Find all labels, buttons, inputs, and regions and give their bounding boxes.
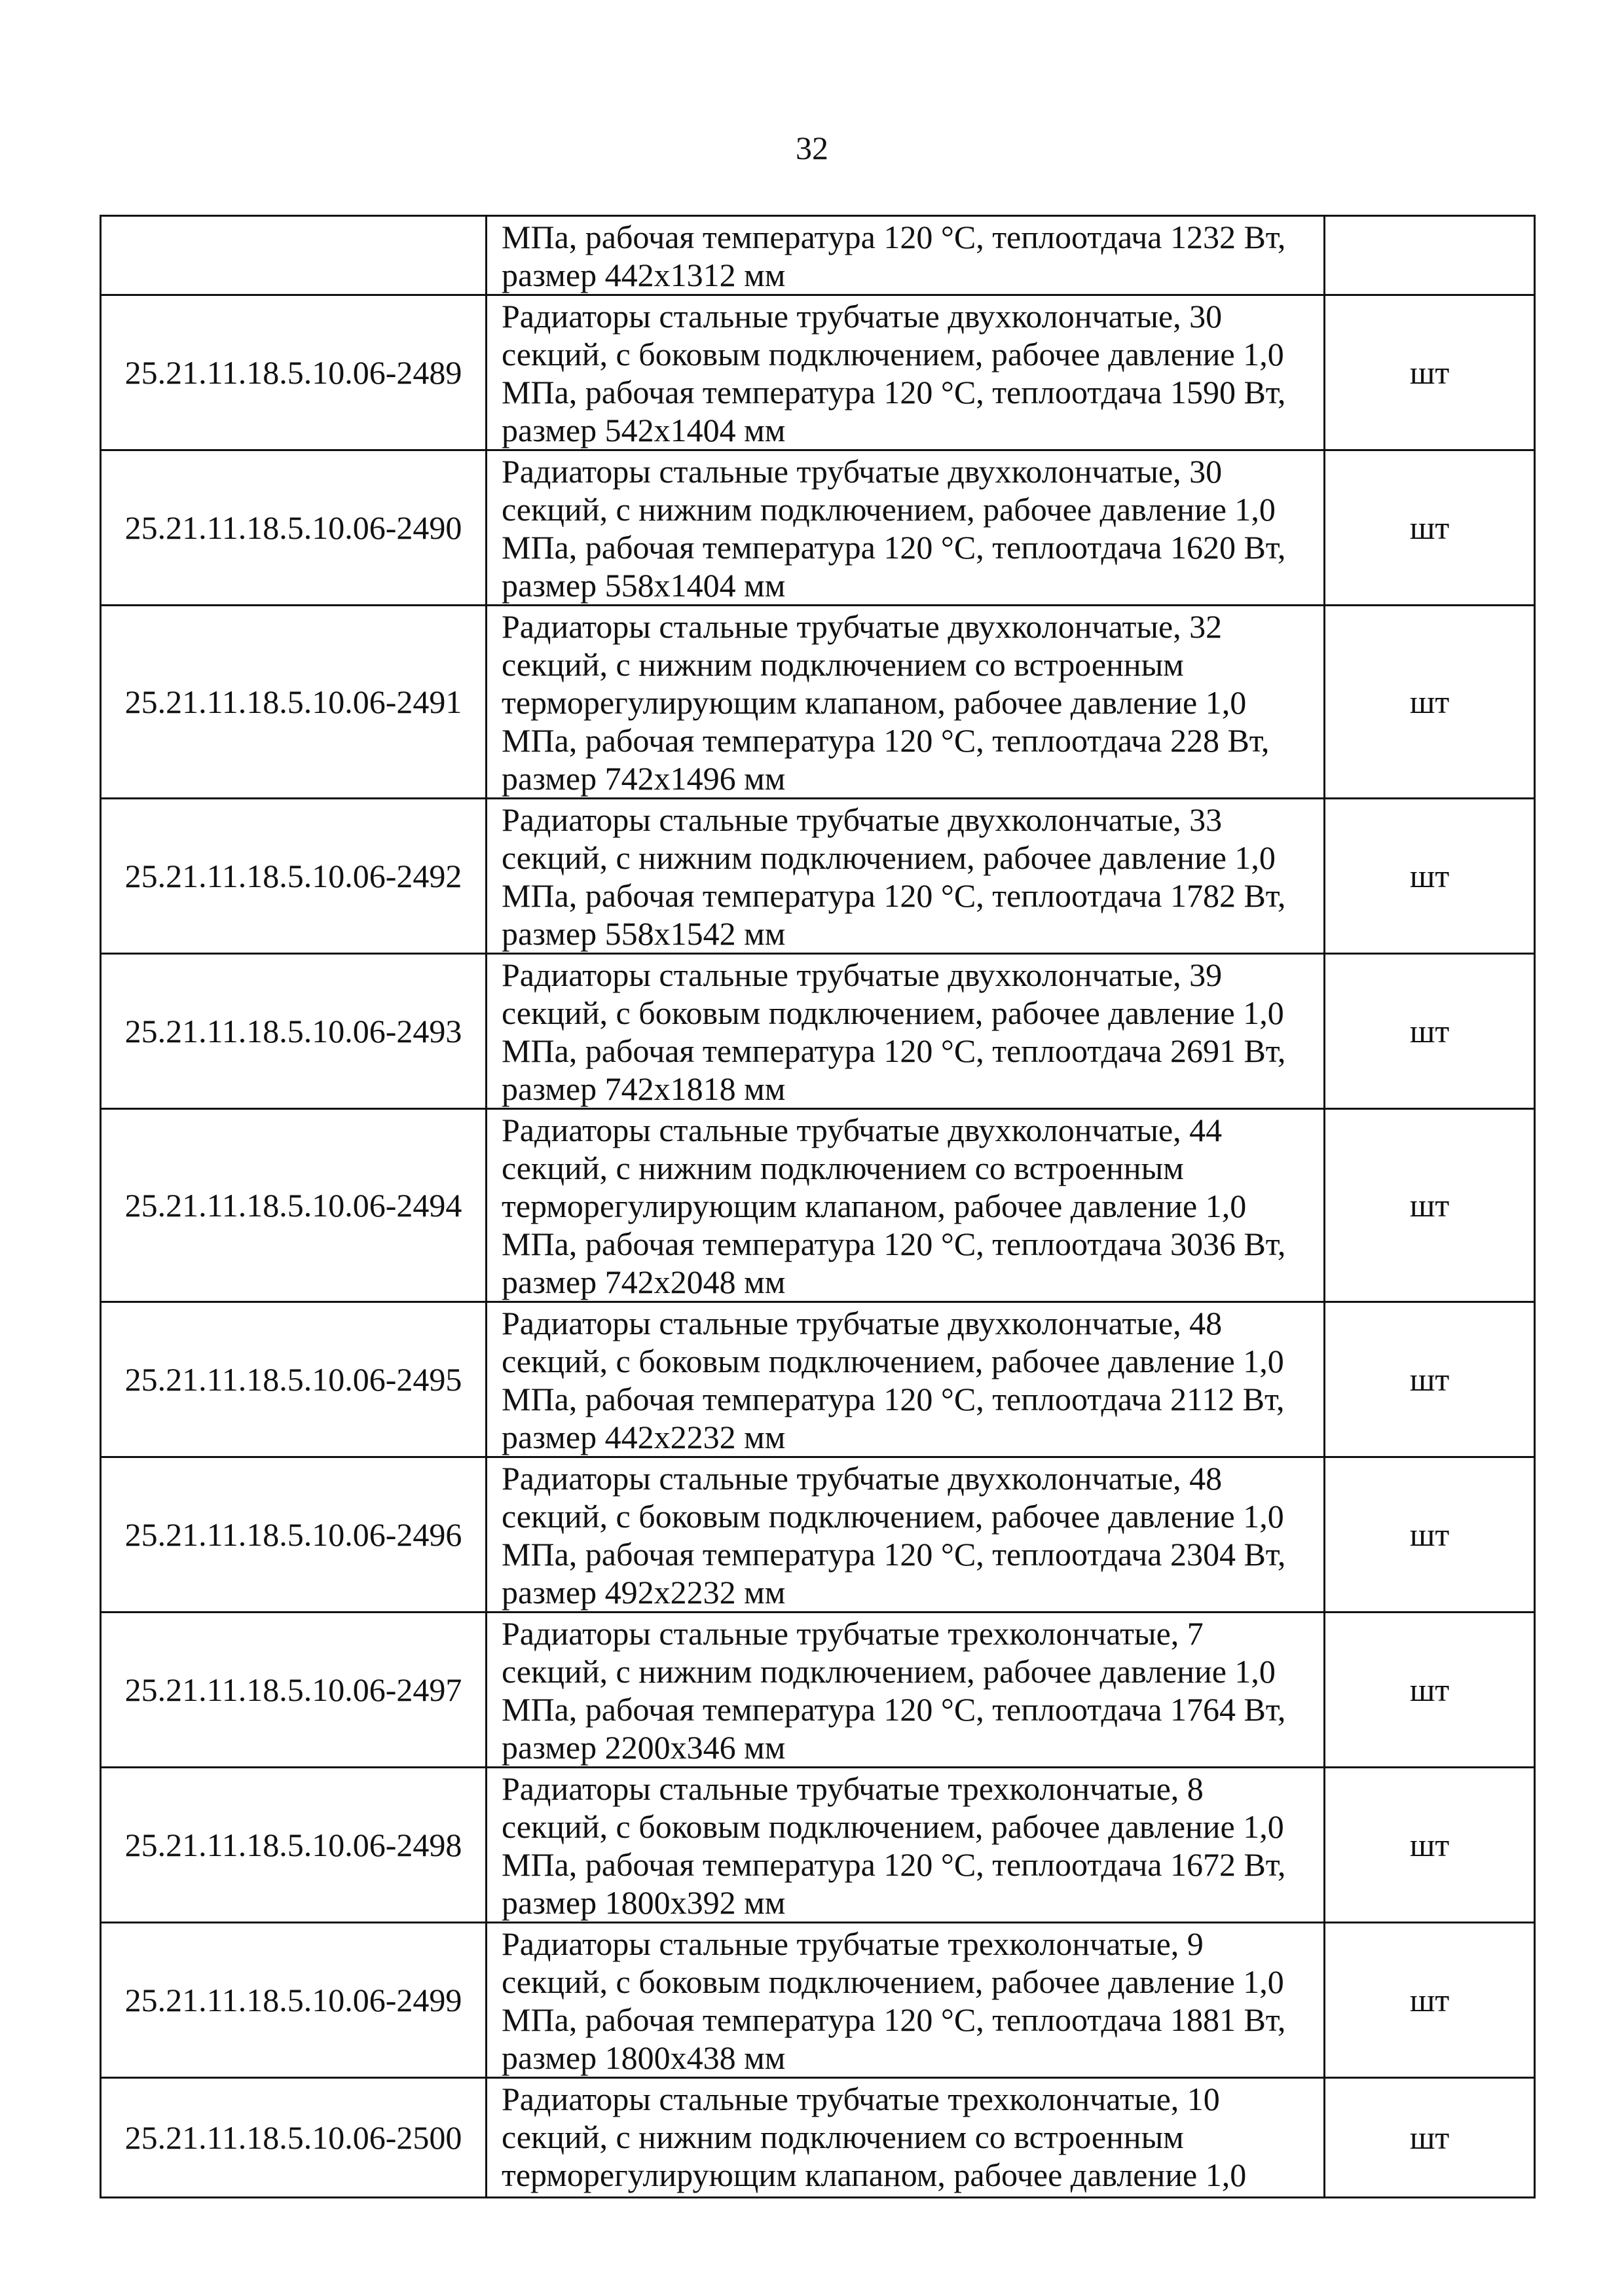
- description-line: размер 742х1496 мм: [502, 760, 786, 797]
- description-line: размер 1800х438 мм: [502, 2039, 786, 2076]
- item-description-cell: [487, 1457, 1325, 1613]
- description-line: размер 492х2232 мм: [502, 1574, 786, 1611]
- description-line: размер 558х1404 мм: [502, 567, 786, 604]
- table-row: [101, 1613, 1535, 1768]
- item-code-cell: 25.21.11.18.5.10.06-2499: [101, 1923, 487, 2078]
- table-row: [101, 1109, 1535, 1302]
- description-line: секций, с нижним подключением, рабочее давление 1,0: [502, 839, 1276, 876]
- unit-cell: шт: [1325, 606, 1535, 799]
- item-code-cell: 25.21.11.18.5.10.06-2498: [101, 1768, 487, 1923]
- description-line: секций, с боковым подключением, рабочее давление 1,0: [502, 1808, 1284, 1845]
- item-code-cell: 25.21.11.18.5.10.06-2497: [101, 1613, 487, 1768]
- item-description-cell: [487, 450, 1325, 606]
- unit-cell: шт: [1325, 1923, 1535, 2078]
- item-code-cell: [101, 216, 487, 295]
- description-line: МПа, рабочая температура 120 °С, теплоотдача 1764 Вт,: [502, 1691, 1286, 1728]
- description-line: Радиаторы стальные трубчатые двухколончатые, 48: [502, 1460, 1223, 1497]
- item-code-cell: 25.21.11.18.5.10.06-2494: [101, 1109, 487, 1302]
- description-line: МПа, рабочая температура 120 °С, теплоотдача 2691 Вт,: [502, 1032, 1286, 1069]
- item-description-cell: [487, 2078, 1325, 2198]
- item-description-cell: [487, 954, 1325, 1109]
- description-line: размер 442х2232 мм: [502, 1419, 786, 1455]
- description-line: размер 1800х392 мм: [502, 1884, 786, 1921]
- description-line: МПа, рабочая температура 120 °С, теплоотдача 2304 Вт,: [502, 1536, 1286, 1573]
- unit-cell: шт: [1325, 450, 1535, 606]
- description-line: секций, с нижним подключением, рабочее давление 1,0: [502, 491, 1276, 528]
- description-line: МПа, рабочая температура 120 °С, теплоотдача 1782 Вт,: [502, 877, 1286, 914]
- unit-cell: шт: [1325, 1302, 1535, 1457]
- description-line: Радиаторы стальные трубчатые двухколончатые, 39: [502, 957, 1223, 993]
- item-code-cell: 25.21.11.18.5.10.06-2493: [101, 954, 487, 1109]
- unit-cell: шт: [1325, 954, 1535, 1109]
- description-line: размер 442х1312 мм: [502, 257, 786, 293]
- unit-cell: шт: [1325, 1109, 1535, 1302]
- item-description-cell: [487, 295, 1325, 450]
- description-line: секций, с боковым подключением, рабочее давление 1,0: [502, 1963, 1284, 2000]
- table-row: [101, 1768, 1535, 1923]
- table-row: [101, 216, 1535, 295]
- table-row: [101, 799, 1535, 954]
- item-code-cell: 25.21.11.18.5.10.06-2490: [101, 450, 487, 606]
- description-line: размер 542х1404 мм: [502, 412, 786, 448]
- description-line: МПа, рабочая температура 120 °С, теплоотдача 2112 Вт,: [502, 1381, 1285, 1417]
- unit-cell: шт: [1325, 295, 1535, 450]
- description-line: секций, с боковым подключением, рабочее давление 1,0: [502, 994, 1284, 1031]
- item-code-cell: 25.21.11.18.5.10.06-2491: [101, 606, 487, 799]
- description-line: МПа, рабочая температура 120 °С, теплоотдача 3036 Вт,: [502, 1226, 1286, 1262]
- description-line: Радиаторы стальные трубчатые двухколончатые, 44: [502, 1112, 1223, 1148]
- item-code-cell: 25.21.11.18.5.10.06-2492: [101, 799, 487, 954]
- unit-cell: шт: [1325, 799, 1535, 954]
- description-line: Радиаторы стальные трубчатые трехколончатые, 8: [502, 1770, 1204, 1807]
- description-line: размер 2200х346 мм: [502, 1729, 786, 1766]
- description-line: размер 742х1818 мм: [502, 1070, 786, 1107]
- table-row: [101, 606, 1535, 799]
- description-line: Радиаторы стальные трубчатые трехколончатые, 7: [502, 1615, 1204, 1652]
- item-code-cell: 25.21.11.18.5.10.06-2495: [101, 1302, 487, 1457]
- table-row: [101, 2078, 1535, 2198]
- item-description-cell: [487, 1302, 1325, 1457]
- unit-cell: [1325, 216, 1535, 295]
- description-line: размер 558х1542 мм: [502, 915, 786, 952]
- specification-table-body: [101, 216, 1535, 2198]
- description-line: секций, с боковым подключением, рабочее давление 1,0: [502, 1498, 1284, 1535]
- item-code-cell: 25.21.11.18.5.10.06-2496: [101, 1457, 487, 1613]
- description-line: Радиаторы стальные трубчатые двухколончатые, 32: [502, 608, 1223, 645]
- description-line: Радиаторы стальные трубчатые двухколончатые, 33: [502, 801, 1223, 838]
- description-line: секций, с боковым подключением, рабочее давление 1,0: [502, 336, 1284, 373]
- description-line: секций, с нижним подключением со встроенным: [502, 646, 1184, 683]
- description-line: секций, с боковым подключением, рабочее давление 1,0: [502, 1343, 1284, 1379]
- description-line: МПа, рабочая температура 120 °С, теплоотдача 228 Вт,: [502, 722, 1270, 759]
- table-row: [101, 954, 1535, 1109]
- item-description-cell: [487, 1109, 1325, 1302]
- item-description-cell: [487, 216, 1325, 295]
- description-line: Радиаторы стальные трубчатые двухколончатые, 30: [502, 453, 1223, 490]
- specification-table: [100, 215, 1536, 2198]
- table-row: [101, 1457, 1535, 1613]
- description-line: терморегулирующим клапаном, рабочее давление 1,0: [502, 1188, 1247, 1224]
- description-line: Радиаторы стальные трубчатые двухколончатые, 48: [502, 1305, 1223, 1341]
- table-row: [101, 1923, 1535, 2078]
- description-line: Радиаторы стальные трубчатые трехколончатые, 9: [502, 1925, 1204, 1962]
- item-description-cell: [487, 799, 1325, 954]
- description-line: Радиаторы стальные трубчатые трехколончатые, 10: [502, 2081, 1220, 2117]
- description-line: секций, с нижним подключением со встроенным: [502, 1150, 1184, 1186]
- item-code-cell: 25.21.11.18.5.10.06-2489: [101, 295, 487, 450]
- unit-cell: шт: [1325, 2078, 1535, 2198]
- item-code-cell: 25.21.11.18.5.10.06-2500: [101, 2078, 487, 2198]
- item-description-cell: [487, 1768, 1325, 1923]
- description-line: секций, с нижним подключением, рабочее давление 1,0: [502, 1653, 1276, 1690]
- unit-cell: шт: [1325, 1768, 1535, 1923]
- description-line: МПа, рабочая температура 120 °С, теплоотдача 1672 Вт,: [502, 1846, 1286, 1883]
- item-description-cell: [487, 1923, 1325, 2078]
- description-line: МПа, рабочая температура 120 °С, теплоотдача 1590 Вт,: [502, 374, 1286, 410]
- description-line: МПа, рабочая температура 120 °С, теплоотдача 1620 Вт,: [502, 529, 1286, 566]
- description-line: Радиаторы стальные трубчатые двухколончатые, 30: [502, 298, 1223, 335]
- description-line: МПа, рабочая температура 120 °С, теплоотдача 1232 Вт,: [502, 219, 1286, 255]
- table-row: [101, 295, 1535, 450]
- unit-cell: шт: [1325, 1613, 1535, 1768]
- page-number: 32: [796, 130, 828, 166]
- description-line: размер 742х2048 мм: [502, 1264, 786, 1300]
- item-description-cell: [487, 1613, 1325, 1768]
- unit-cell: шт: [1325, 1457, 1535, 1613]
- item-description-cell: [487, 606, 1325, 799]
- table-row: [101, 1302, 1535, 1457]
- table-row: [101, 450, 1535, 606]
- description-line: терморегулирующим клапаном, рабочее давление 1,0: [502, 2157, 1247, 2193]
- description-line: секций, с нижним подключением со встроенным: [502, 2119, 1184, 2155]
- description-line: МПа, рабочая температура 120 °С, теплоотдача 1881 Вт,: [502, 2001, 1286, 2038]
- description-line: терморегулирующим клапаном, рабочее давление 1,0: [502, 684, 1247, 721]
